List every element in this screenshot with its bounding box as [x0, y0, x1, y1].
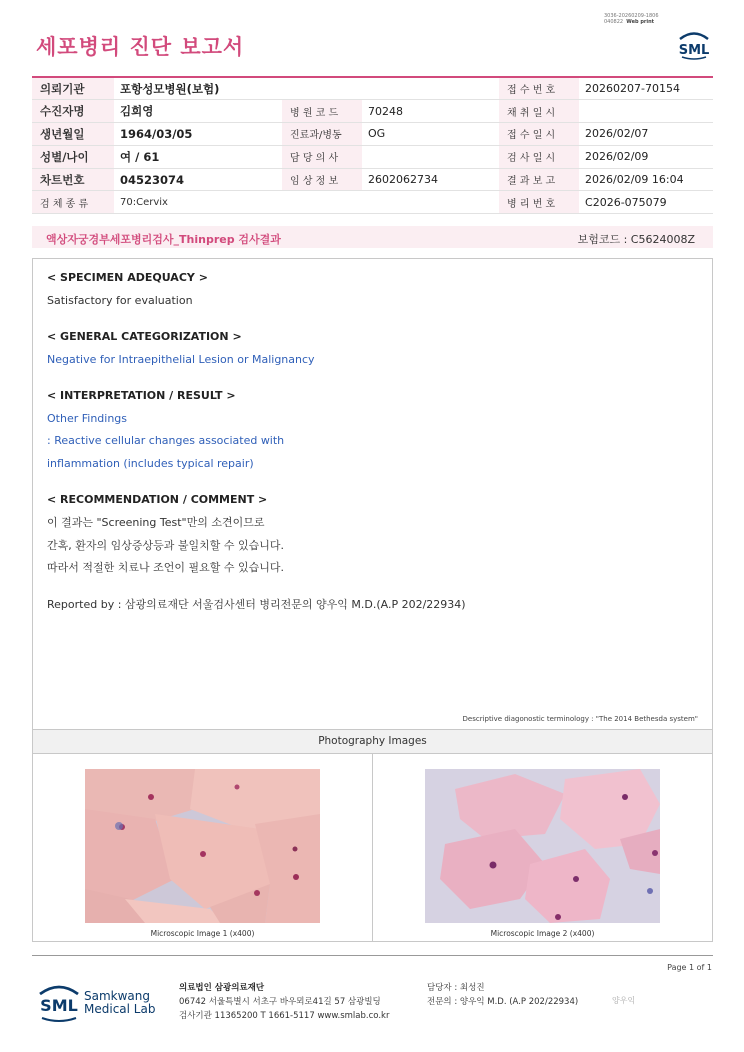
requester-value: 포항성모병원(보험): [114, 77, 499, 100]
pathology-no-value: C2026-075079: [579, 191, 713, 214]
hospital-code-value: 70248: [362, 100, 499, 123]
exam-date-label: 검 사 일 시: [499, 145, 579, 168]
recommendation-line-2: 간혹, 환자의 임상증상등과 불일치할 수 있습니다.: [47, 539, 284, 552]
sex-age-label: 성별/나이: [32, 145, 114, 168]
page-number: Page 1 of 1: [667, 963, 712, 972]
print-code-line2: 040822 Web print: [604, 19, 655, 25]
microscopic-image-1: [85, 769, 320, 923]
chart-no-label: 차트번호: [32, 168, 114, 191]
exam-title-bar: [32, 226, 713, 248]
microscopic-image-1-caption: Microscopic Image 1 (x400): [150, 929, 255, 938]
interpretation-heading: < INTERPRETATION / RESULT >: [47, 389, 236, 402]
footer-staff-info: [427, 981, 578, 1009]
foundation-address: 06742 서울특별시 서초구 바우뫼로41길 57 삼광빌딩: [179, 997, 381, 1007]
patient-label: 수진자명: [32, 100, 114, 123]
specimen-value: 70:Cervix: [114, 191, 499, 214]
photo-divider: [372, 754, 373, 942]
birth-value: 1964/03/05: [114, 123, 282, 146]
patient-info-table: [32, 76, 713, 214]
clinical-info-value: 2602062734: [362, 168, 499, 191]
doctor-label: 담 당 의 사: [282, 145, 362, 168]
foundation-contact: 검사기관 11365200 T 1661-5117 www.smlab.co.kr: [179, 1011, 390, 1021]
svg-text:SML: SML: [40, 996, 78, 1015]
chart-no-value: 04523074: [114, 168, 282, 191]
print-code: [604, 13, 659, 25]
dept-label: 진료과/병동: [282, 123, 362, 146]
result-report-label: 결 과 보 고: [499, 168, 579, 191]
photo-section-heading: Photography Images: [33, 729, 712, 754]
recommendation-heading: < RECOMMENDATION / COMMENT >: [47, 493, 268, 506]
report-body: [32, 258, 713, 942]
microscopic-image-2-caption: Microscopic Image 2 (x400): [490, 929, 595, 938]
page-title: 세포병리 진단 보고서: [36, 35, 245, 59]
terminology-note: Descriptive diagonostic terminology : "The 2014 Bethesda system": [462, 715, 698, 723]
receipt-date-label: 접 수 일 시: [499, 123, 579, 146]
footer-logo: [36, 980, 186, 1026]
specimen-label: 검 체 종 류: [32, 191, 114, 214]
footer-foundation-info: [179, 981, 389, 1023]
interpretation-line-3: inflammation (includes typical repair): [47, 457, 254, 470]
birth-label: 생년월일: [32, 123, 114, 146]
specialist-line: 전문의 : 양우익 M.D. (A.P 202/22934): [427, 997, 579, 1007]
patient-value: 김희영: [114, 100, 282, 123]
svg-text:SML: SML: [678, 43, 710, 58]
receipt-no-label: 접 수 번 호: [499, 77, 579, 100]
footer-divider: [32, 955, 713, 956]
clinical-info-label: 임 상 정 보: [282, 168, 362, 191]
pathology-no-label: 병 리 번 호: [499, 191, 579, 214]
sex-age-value: 여 / 61: [114, 145, 282, 168]
adequacy-text: Satisfactory for evaluation: [47, 294, 193, 307]
reported-by: Reported by : 삼광의료재단 서울검사센터 병리전문의 양우익 M.D.(A.P 202/22934): [47, 598, 466, 611]
interpretation-line-1: Other Findings: [47, 412, 128, 425]
receipt-date-value: 2026/02/07: [579, 123, 713, 146]
sml-footer-logo-icon: [36, 980, 82, 1026]
web-print-label: Web print: [626, 19, 655, 25]
interpretation-line-2: : Reactive cellular changes associated with: [47, 434, 285, 447]
recommendation-line-3: 따라서 적절한 치료나 조언이 필요할 수 있습니다.: [47, 561, 284, 574]
collection-date-value: [579, 100, 713, 123]
adequacy-heading: < SPECIMEN ADEQUACY >: [47, 271, 208, 284]
hospital-code-label: 병 원 코 드: [282, 100, 362, 123]
manager-line: 담당자 : 최성진: [427, 983, 485, 993]
foundation-name: 의료법인 삼광의료재단: [179, 983, 265, 993]
print-code-line1: 3036-20260209-1806: [604, 13, 659, 19]
category-text: Negative for Intraepithelial Lesion or Malignancy: [47, 353, 315, 366]
insurance-code: 보험코드 : C5624008Z: [577, 233, 695, 246]
result-report-value: 2026/02/09 16:04: [579, 168, 713, 191]
doctor-value: [362, 145, 499, 168]
sml-logo-icon: [676, 30, 712, 60]
receipt-no-value: 20260207-70154: [579, 77, 713, 100]
footer-brand: Samkwang Medical Lab: [84, 989, 156, 1016]
recommendation-line-1: 이 결과는 "Screening Test"만의 소견이므로: [47, 516, 265, 529]
microscopic-image-2: [425, 769, 660, 923]
requester-label: 의뢰기관: [32, 77, 114, 100]
category-heading: < GENERAL CATEGORIZATION >: [47, 330, 242, 343]
exam-date-value: 2026/02/09: [579, 145, 713, 168]
dept-value: OG: [362, 123, 499, 146]
signature: 양우익: [612, 996, 636, 1005]
exam-name: 액상자궁경부세포병리검사_Thinprep 검사결과: [46, 233, 281, 246]
collection-date-label: 채 취 일 시: [499, 100, 579, 123]
